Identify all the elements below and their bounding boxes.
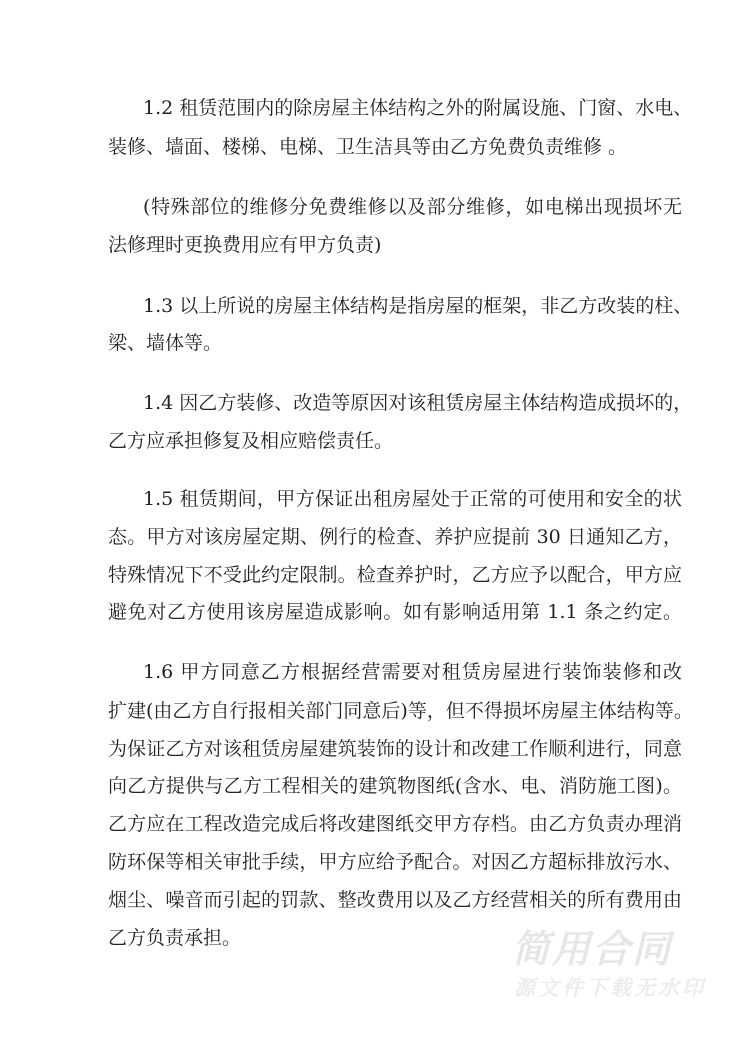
clause-1-6-line: 乙方负责承担。 xyxy=(108,927,242,949)
clause-1-5-line: 1.5 租赁期间，甲方保证出租房屋处于正常的可使用和安全的状 xyxy=(143,488,682,510)
clause-1-6-line: 为保证乙方对该租赁房屋建筑装饰的设计和改建工作顺利进行，同意 xyxy=(108,738,682,760)
clause-1-2-line: 装修、墙面、楼梯、电梯、卫生洁具等由乙方免费负责维修 。 xyxy=(108,136,628,158)
clause-1-6-line: 扩建(由乙方自行报相关部门同意后)等，但不得损坏房屋主体结构等。 xyxy=(108,700,693,722)
clause-1-5-line: 避免对乙方使用该房屋造成影响。如有影响适用第 1.1 条之约定。 xyxy=(108,601,682,623)
clause-1-3-line: 1.3 以上所说的房屋主体结构是指房屋的框架，非乙方改装的柱、 xyxy=(143,295,693,317)
watermark-title: 简用合同 xyxy=(512,927,673,971)
note-line: 法修理时更换费用应有甲方负责) xyxy=(108,234,382,256)
watermark-subtitle: 源文件下载无水印 xyxy=(514,976,706,1000)
clause-1-6-line: 烟尘、噪音而引起的罚款、整改费用以及乙方经营相关的所有费用由 xyxy=(108,889,682,911)
clause-1-4-line: 乙方应承担修复及相应赔偿责任。 xyxy=(108,430,394,452)
clause-1-6-line: 向乙方提供与乙方工程相关的建筑物图纸(含水、电、消防施工图)。 xyxy=(108,775,682,797)
clause-1-4-line: 1.4 因乙方装修、改造等原因对该租赁房屋主体结构造成损坏的， xyxy=(143,392,693,414)
clause-1-2-line: 1.2 租赁范围内的除房屋主体结构之外的附属设施、门窗、水电、 xyxy=(143,97,693,119)
clause-1-3-line: 梁、墙体等。 xyxy=(108,332,223,354)
clause-1-6-line: 1.6 甲方同意乙方根据经营需要对租赁房屋进行装饰装修和改 xyxy=(143,661,682,683)
clause-1-6-line: 乙方应在工程改造完成后将改建图纸交甲方存档。由乙方负责办理消 xyxy=(108,813,682,835)
clause-1-6-line: 防环保等相关审批手续，甲方应给予配合。对因乙方超标排放污水、 xyxy=(108,851,682,873)
clause-1-5-line: 态。甲方对该房屋定期、例行的检查、养护应提前 30 日通知乙方， xyxy=(108,526,682,548)
clause-1-5-line: 特殊情况下不受此约定限制。检查养护时，乙方应予以配合，甲方应 xyxy=(108,564,682,586)
note-line: (特殊部位的维修分免费维修以及部分维修，如电梯出现损坏无 xyxy=(143,196,682,218)
